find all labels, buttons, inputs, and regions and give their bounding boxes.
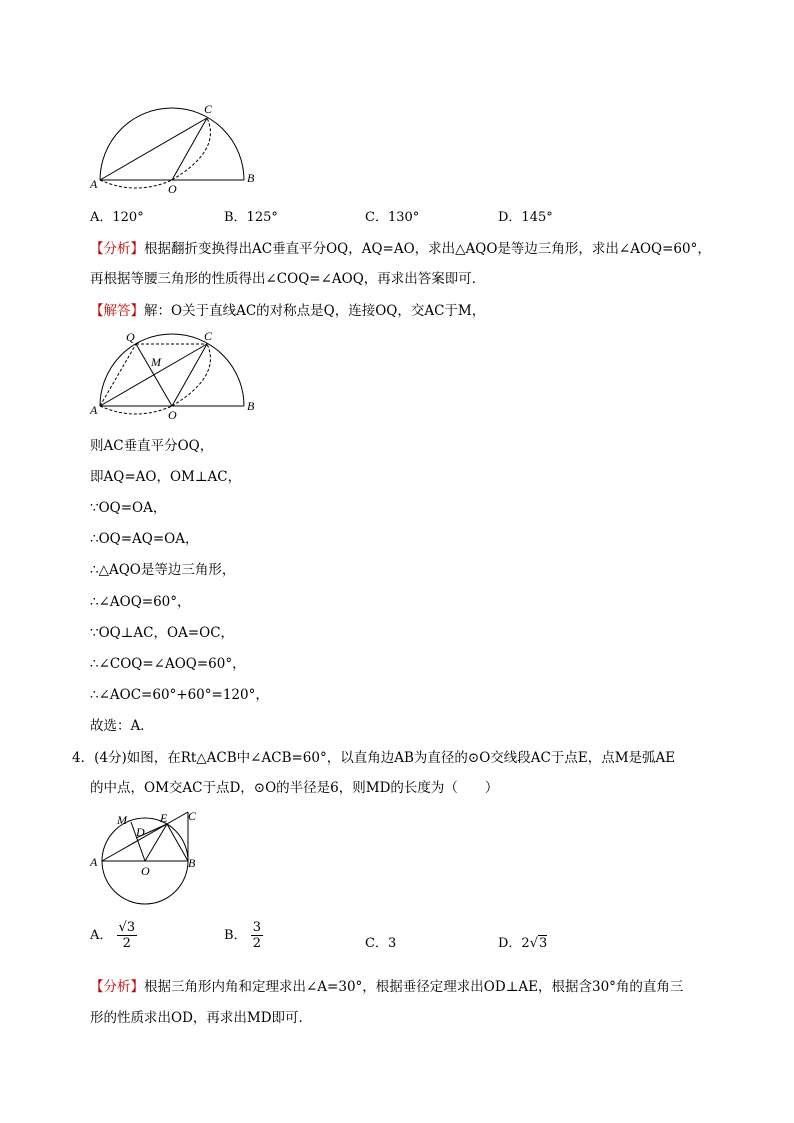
label-M: M bbox=[117, 813, 127, 827]
step-10: 故选：A． bbox=[90, 718, 154, 734]
answer-text: 解：O关于直线AC的对称点是Q，连接OQ，交AC于M， bbox=[144, 303, 486, 319]
option-c: C．130° bbox=[365, 210, 420, 225]
analysis2-line-1 bbox=[90, 978, 683, 996]
label-B: B bbox=[188, 856, 196, 870]
label-C: C bbox=[204, 329, 213, 343]
label-O: O bbox=[168, 408, 177, 422]
option-d: D．145° bbox=[498, 210, 553, 225]
segment-QO bbox=[136, 344, 172, 406]
question-4-line-1: 4．(4分)如图，在Rt△ACB中∠ACB=60°，以直角边AB为直径的⊙O交线段AC于点E，点M是弧AE bbox=[72, 750, 676, 766]
analysis-text: 根据翻折变换得出AC垂直平分OQ，AQ=AO，求出△AQO是等边三角形，求出∠AOQ=60°， bbox=[144, 241, 711, 257]
analysis-line-2: 再根据等腰三角形的性质得出∠COQ=∠AOQ，再求出答案即可． bbox=[90, 271, 486, 287]
label-C: C bbox=[204, 102, 213, 116]
label-A: A bbox=[90, 403, 98, 417]
semicircle-arc bbox=[100, 334, 244, 406]
q4-option-d: D．2√3 bbox=[498, 936, 548, 951]
label-D: D bbox=[136, 825, 145, 839]
figure-semicircle-1 bbox=[85, 100, 265, 195]
step-9: ∴∠AOC=60°+60°=120°， bbox=[90, 687, 269, 703]
figure-semicircle-2 bbox=[85, 325, 265, 425]
step-3: ∵OQ=OA， bbox=[90, 500, 167, 516]
step-2: 即AQ=AO，OM⊥AC， bbox=[90, 469, 242, 485]
fraction-a: $\frac{√3}{2}$ bbox=[118, 920, 136, 951]
segment-AC bbox=[100, 118, 207, 180]
label-Q: Q bbox=[126, 330, 135, 344]
answer-tag: 【解答】 bbox=[90, 303, 144, 319]
step-5: ∴△AQO是等边三角形， bbox=[90, 562, 236, 578]
label-B: B bbox=[247, 171, 255, 185]
label-M: M bbox=[151, 355, 161, 369]
analysis2-text: 根据三角形内角和定理求出∠A=30°，根据垂径定理求出OD⊥AE，根据含30°角的直角三 bbox=[144, 979, 684, 995]
analysis-line-1 bbox=[90, 240, 711, 258]
step-1: 则AC垂直平分OQ， bbox=[90, 438, 214, 454]
label-B: B bbox=[247, 399, 255, 413]
q4-option-c: C．3 bbox=[365, 936, 397, 951]
q4-option-a: A． $\frac{√3}{2}$ bbox=[90, 920, 136, 951]
label-O: O bbox=[168, 182, 177, 195]
semicircle-arc bbox=[100, 108, 244, 180]
label-A: A bbox=[90, 855, 98, 869]
option-a: A．120° bbox=[90, 210, 144, 225]
analysis-tag: 【分析】 bbox=[90, 241, 144, 257]
radicand: 3 bbox=[539, 936, 548, 951]
segment-EB bbox=[167, 824, 188, 861]
segment-AQ bbox=[100, 344, 136, 406]
q4-option-b: B． $\frac{3}{2}$ bbox=[224, 920, 261, 951]
figure-circle-3 bbox=[85, 805, 205, 905]
label-E: E bbox=[160, 811, 168, 825]
step-6: ∴∠AOQ=60°， bbox=[90, 594, 191, 610]
step-8: ∴∠COQ=∠AOQ=60°， bbox=[90, 656, 246, 672]
fraction-b: $\frac{3}{2}$ bbox=[252, 920, 261, 951]
fold-arc-AO bbox=[100, 180, 172, 188]
label-O: O bbox=[141, 864, 150, 878]
step-4: ∴OQ=AQ=OA， bbox=[90, 531, 199, 547]
segment-OC bbox=[172, 344, 207, 406]
question-4-line-2: 的中点，OM交AC于点D，⊙O的半径是6，则MD的长度为（ ） bbox=[90, 780, 499, 796]
fold-arc-AO bbox=[100, 406, 172, 414]
segment-OE bbox=[145, 824, 167, 861]
analysis2-tag: 【分析】 bbox=[90, 979, 144, 995]
option-b: B．125° bbox=[224, 210, 278, 225]
answer-line-1 bbox=[90, 302, 485, 320]
step-7: ∵OQ⊥AC，OA=OC， bbox=[90, 625, 235, 641]
segment-OC bbox=[172, 118, 207, 180]
label-C: C bbox=[188, 809, 197, 823]
label-A: A bbox=[90, 177, 98, 191]
analysis2-line-2: 形的性质求出OD，再求出MD即可． bbox=[90, 1010, 313, 1026]
segment-AC bbox=[102, 812, 188, 861]
